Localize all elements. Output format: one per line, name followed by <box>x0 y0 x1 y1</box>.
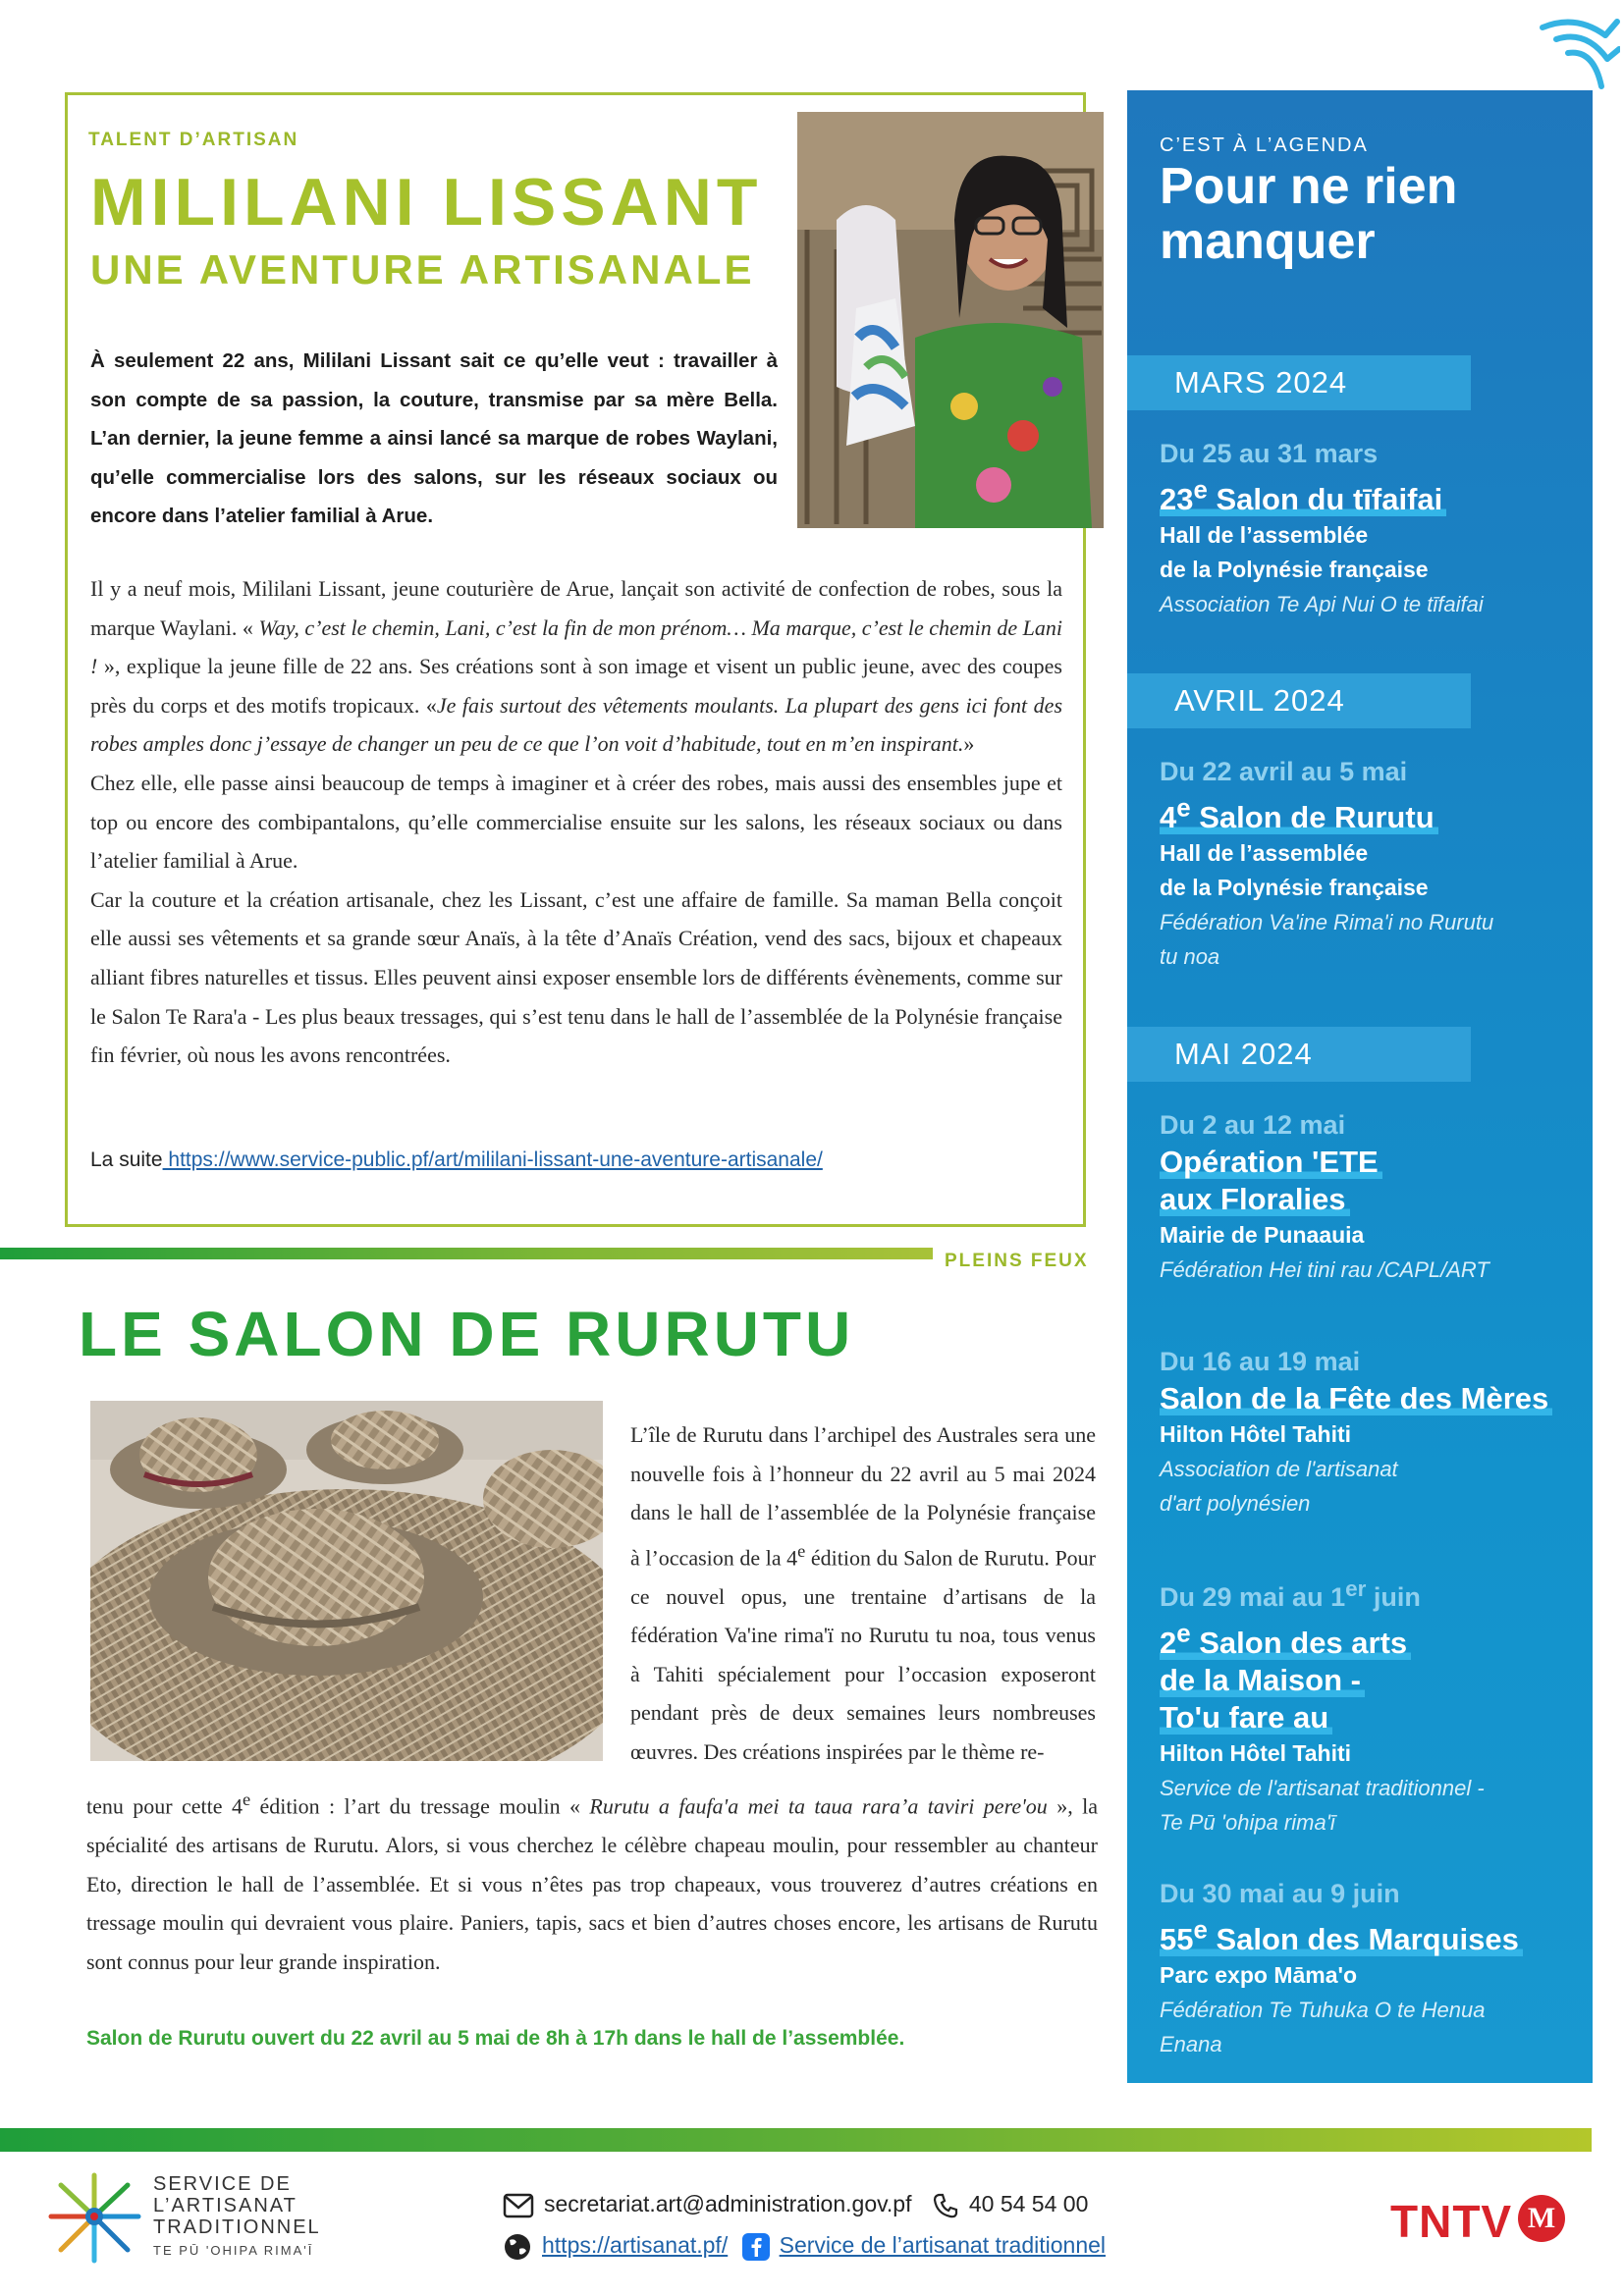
partner-m-icon: M <box>1518 2195 1565 2242</box>
talent-title: MILILANI LISSANT <box>90 165 763 240</box>
talent-kicker: TALENT D’ARTISAN <box>88 130 299 150</box>
talent-paragraph-2: Chez elle, elle passe ainsi beaucoup de temps à imaginer et à créer des robes, mais aussi des ensembles jupe et top ou encore des combipantalons, qu’elle commercialise ensuite sur les salons, les réseaux sociaux ou dans l’atelier familial à Arue. <box>90 770 1062 874</box>
read-more-label: La suite <box>90 1148 163 1171</box>
agenda-event <box>1160 435 1582 621</box>
salon-column-text <box>630 1415 1096 1772</box>
contact-line-1 <box>503 2191 1088 2219</box>
event-organizer: Fédération Hei tini rau /CAPL/ART <box>1160 1257 1489 1282</box>
section-divider-bar <box>0 1248 933 1259</box>
event-title: de la Maison - <box>1160 1662 1582 1699</box>
decorative-corner-icon <box>1537 10 1620 93</box>
agenda-event <box>1160 1875 1582 2061</box>
event-title: 4e Salon de Rurutu <box>1160 790 1582 836</box>
artisanat-logo-icon <box>45 2167 145 2266</box>
event-place: de la Polynésie française <box>1160 557 1429 583</box>
event-title: aux Floralies <box>1160 1181 1582 1218</box>
agenda-kicker: C’EST À L’AGENDA <box>1160 134 1369 156</box>
event-date: Du 2 au 12 mai <box>1160 1110 1346 1140</box>
event-organizer: Service de l'artisanat traditionnel - <box>1160 1776 1485 1801</box>
agenda-event <box>1160 1571 1582 1840</box>
event-title: To'u fare au <box>1160 1699 1582 1736</box>
tntv-logo: TNTV <box>1390 2196 1513 2247</box>
contact-line-2 <box>503 2232 1106 2262</box>
event-date: Du 16 au 19 mai <box>1160 1347 1361 1376</box>
event-organizer: Fédération Te Tuhuka O te Henua <box>1160 1998 1486 2023</box>
woven-hats-photo <box>90 1401 603 1761</box>
event-organizer: Te Pū 'ohipa rima'ī <box>1160 1810 1335 1836</box>
event-organizer: Association de l'artisanat <box>1160 1457 1398 1481</box>
agenda-event <box>1160 753 1582 974</box>
talent-paragraph-1: Il y a neuf mois, Mililani Lissant, jeune couturière de Arue, lançait son activité de confection de robes, sous la marque Waylani. « Way, c’est le chemin, Lani, c’est la fin de mon prénom… Ma marque, c’est le chemin de Lani ! », explique la jeune fille de 22 ans. Ses créations sont à son image et visent un public jeune, avec des coupes près du corps et des motifs tropicaux. «Je fais surtout des vêtements moulants. La plupart des gens ici font des robes amples donc j’essaye de changer un peu de ce que l’on voit d’habitude, tout en m’en inspirant.» <box>90 576 1063 757</box>
facebook-link[interactable]: Service de l’artisanat traditionnel <box>779 2232 1107 2259</box>
event-date: Du 29 mai au 1er juin <box>1160 1576 1421 1612</box>
event-place: de la Polynésie française <box>1160 875 1429 901</box>
event-organizer: Association Te Api Nui O te tīfaifai <box>1160 592 1484 617</box>
event-place: Hilton Hôtel Tahiti <box>1160 1421 1352 1447</box>
event-date: Du 30 mai au 9 juin <box>1160 1879 1400 1908</box>
event-place: Parc expo Māma'o <box>1160 1962 1358 1989</box>
event-place: Hall de l’assemblée <box>1160 522 1369 549</box>
event-title: Salon de la Fête des Mères <box>1160 1380 1582 1417</box>
salon-paragraph-2: tenu pour cette 4e édition : l’art du tressage moulin « Rurutu a faufa'a mei ta taua rara’a taviri pere'ou », la spécialité des artisans de Rurutu. Alors, si vous cherchez le célèbre chapeau moulin, pour ressembler au chanteur Eto, direction le hall de l’assemblée. Et si vous n’êtes pas trop chapeaux, vous trouverez d’autres créations en tressage moulin qui devraient vous plaire. Paniers, tapis, sacs et bien d’autres choses encore, les artisans de Rurutu sont connus pour leur grande inspiration. <box>86 1789 1098 1974</box>
event-date: Du 25 au 31 mars <box>1160 439 1379 468</box>
event-title: 55e Salon des Marquises <box>1160 1912 1582 1958</box>
read-more-line <box>90 1148 823 1172</box>
organization-name: SERVICE DE L’ARTISANAT TRADITIONNEL TE PŪ 'OHIPA RIMA'Ī <box>153 2173 321 2258</box>
talent-body <box>90 569 1062 1075</box>
read-more-link[interactable]: https://www.service-public.pf/art/mililani-lissant-une-aventure-artisanale/ <box>162 1148 823 1171</box>
event-organizer: Fédération Va'ine Rima'i no Rurutu <box>1160 910 1494 935</box>
agenda-title: Pour ne rien manquer <box>1160 158 1458 270</box>
event-date: Du 22 avril au 5 mai <box>1160 757 1408 786</box>
website-link[interactable]: https://artisanat.pf/ <box>542 2232 729 2259</box>
salon-continuation-text <box>86 1781 1098 1981</box>
talent-subtitle: UNE AVENTURE ARTISANALE <box>90 246 755 293</box>
salon-paragraph-1: L’île de Rurutu dans l’archipel des Australes sera une nouvelle fois à l’honneur du 22 avril au 5 mai 2024 dans le hall de l’assemblée de la Polynésie française à l’occasion de la 4e édition du Salon de Rurutu. Pour ce nouvel opus, une trentaine d’artisans de la fédération Va'ine rima'ï no Rurutu tu noa, tous venus à Tahiti spécialement pour l’occasion exposeront pendant près de deux semaines leurs nombreuses œuvres. Des créations inspirées par le thème re- <box>630 1422 1096 1765</box>
facebook-icon <box>742 2233 770 2261</box>
event-place: Hall de l’assemblée <box>1160 840 1369 867</box>
talent-paragraph-3: Car la couture et la création artisanale, chez les Lissant, c’est une affaire de famille. Sa maman Bella conçoit elle aussi ses vêtements et sa grande sœur Anaïs, à la tête d’Anaïs Création, vend des sacs, bijoux et chapeaux alliant fibres naturelles et tissus. Elles peuvent ainsi exposer ensemble lors de différents évènements, comme sur le Salon Te Rara'a - Les plus beaux tressages, qui s’est tenu dans le hall de l’assemblée de la Polynésie française fin février, où nous les avons rencontrées. <box>90 886 1062 1068</box>
agenda-event <box>1160 1106 1582 1287</box>
event-organizer: d'art polynésien <box>1160 1491 1311 1516</box>
globe-icon <box>503 2232 532 2262</box>
month-header-mars: MARS 2024 <box>1127 355 1471 410</box>
artisan-portrait-photo <box>797 112 1104 528</box>
footer-gradient-bar <box>0 2128 1592 2152</box>
month-header-avril: AVRIL 2024 <box>1127 673 1471 728</box>
event-title: Opération 'ETE <box>1160 1144 1582 1181</box>
salon-title: LE SALON DE RURUTU <box>79 1299 855 1369</box>
event-title: 2e Salon des arts <box>1160 1616 1582 1662</box>
email-address[interactable]: secretariat.art@administration.gov.pf <box>544 2191 912 2216</box>
event-place: Hilton Hôtel Tahiti <box>1160 1740 1352 1767</box>
phone-icon <box>932 2192 959 2219</box>
salon-opening-hours: Salon de Rurutu ouvert du 22 avril au 5 mai de 8h à 17h dans le hall de l’assemblée. <box>86 2027 905 2050</box>
month-header-mai: MAI 2024 <box>1127 1027 1471 1082</box>
email-icon <box>503 2193 534 2218</box>
event-title: 23e Salon du tīfaifai <box>1160 472 1582 518</box>
phone-number[interactable]: 40 54 54 00 <box>968 2191 1089 2216</box>
event-place: Mairie de Punaauia <box>1160 1222 1365 1248</box>
agenda-event <box>1160 1343 1582 1521</box>
event-organizer: Enana <box>1160 2032 1222 2057</box>
pleins-feux-kicker: PLEINS FEUX <box>945 1251 1089 1271</box>
talent-lead-paragraph: À seulement 22 ans, Mililani Lissant sait ce qu’elle veut : travailler à son compte de sa passion, la couture, transmise par sa mère Bella. L’an dernier, la jeune femme a ainsi lancé sa marque de robes Waylani, qu’elle commercialise lors des salons, sur les réseaux sociaux ou encore dans l’atelier familial à Arue. <box>90 349 778 527</box>
event-organizer: tu noa <box>1160 944 1220 970</box>
